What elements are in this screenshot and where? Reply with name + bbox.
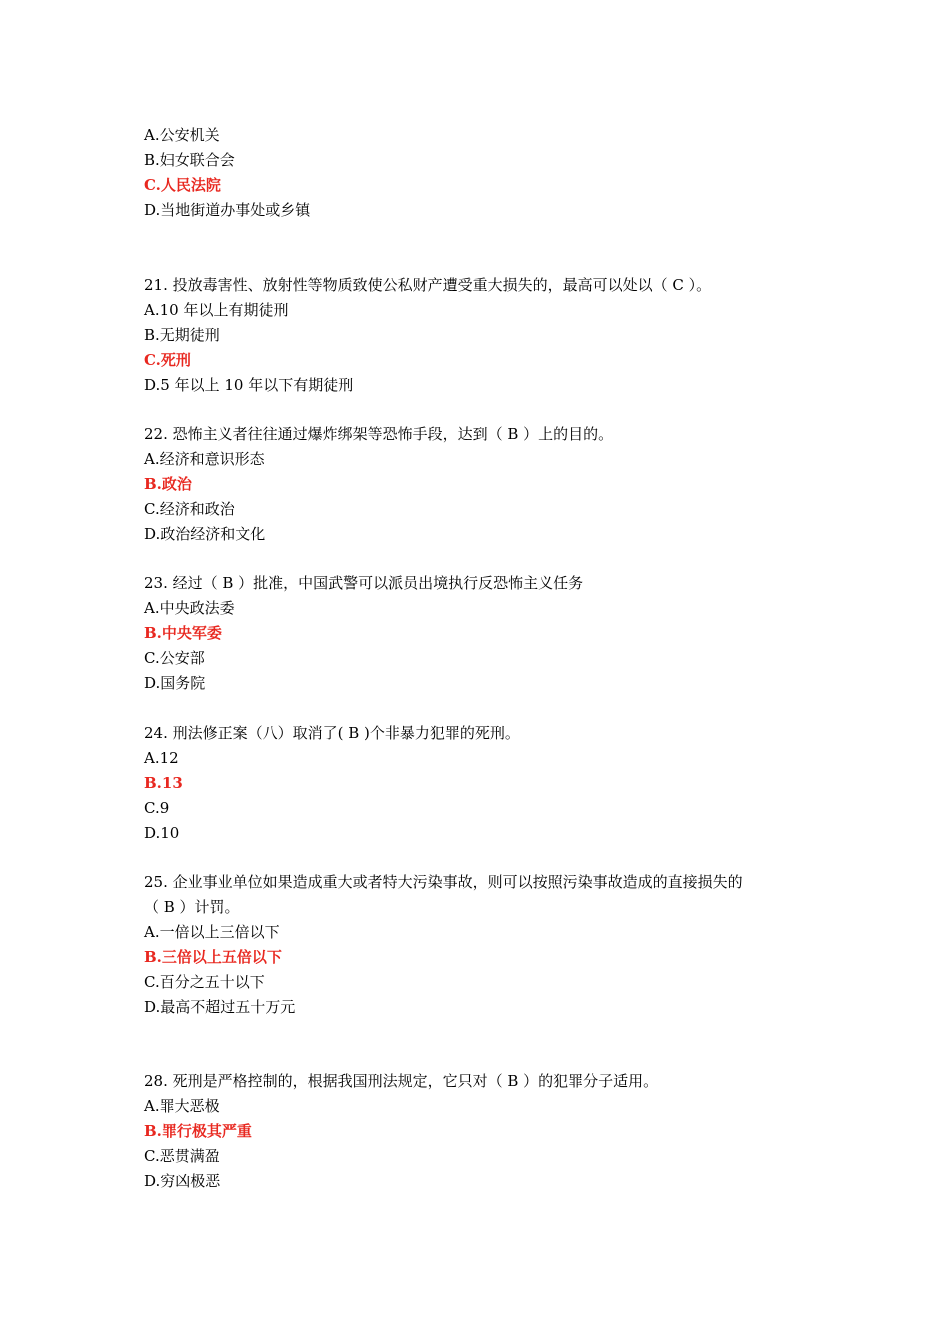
option-b-correct: B.中央军委: [144, 624, 222, 642]
option-d: D.最高不超过五十万元: [144, 998, 296, 1016]
option-c-correct: C.死刑: [144, 351, 191, 369]
option-c: C.恶贯满盈: [144, 1147, 220, 1165]
option-a: A.公安机关: [144, 126, 220, 144]
option-c: C.百分之五十以下: [144, 973, 265, 991]
option-b: B.无期徒刑: [144, 326, 220, 344]
option-a: A.中央政法委: [144, 599, 235, 617]
option-c: C.经济和政治: [144, 500, 235, 518]
option-b-correct: B.政治: [144, 475, 192, 493]
option-a: A.一倍以上三倍以下: [144, 923, 280, 941]
option-b-correct: B.罪行极其严重: [144, 1122, 252, 1140]
question-28-stem: 28. 死刑是严格控制的，根据我国刑法规定，它只对（ B ）的犯罪分子适用。: [144, 1072, 659, 1090]
option-d: D.当地街道办事处或乡镇: [144, 201, 311, 219]
question-23-stem: 23. 经过（ B ）批准，中国武警可以派员出境执行反恐怖主义任务: [144, 574, 584, 592]
question-25-stem-line1: 25. 企业事业单位如果造成重大或者特大污染事故，则可以按照污染事故造成的直接损失的: [144, 873, 743, 891]
option-d: D.国务院: [144, 674, 206, 692]
question-25-stem-line2: （ B ）计罚。: [144, 898, 240, 916]
question-21-stem: 21. 投放毒害性、放射性等物质致使公私财产遭受重大损失的，最高可以处以（ C ）。: [144, 276, 712, 294]
question-24-stem: 24. 刑法修正案（八）取消了( B )个非暴力犯罪的死刑。: [144, 724, 520, 742]
option-d: D.5 年以上 10 年以下有期徒刑: [144, 376, 354, 394]
option-c: C.公安部: [144, 649, 205, 667]
option-d: D.10: [144, 824, 180, 842]
option-a: A.罪大恶极: [144, 1097, 220, 1115]
option-a: A.12: [144, 749, 179, 767]
option-d: D.穷凶极恶: [144, 1172, 221, 1190]
option-b-correct: B.13: [144, 774, 183, 792]
question-22-stem: 22. 恐怖主义者往往通过爆炸绑架等恐怖手段，达到（ B ）上的目的。: [144, 425, 614, 443]
option-a: A.10 年以上有期徒刑: [144, 301, 289, 319]
option-c-correct: C.人民法院: [144, 176, 221, 194]
option-d: D.政治经济和文化: [144, 525, 266, 543]
option-c: C.9: [144, 799, 170, 817]
option-a: A.经济和意识形态: [144, 450, 265, 468]
option-b-correct: B.三倍以上五倍以下: [144, 948, 282, 966]
option-b: B.妇女联合会: [144, 151, 235, 169]
